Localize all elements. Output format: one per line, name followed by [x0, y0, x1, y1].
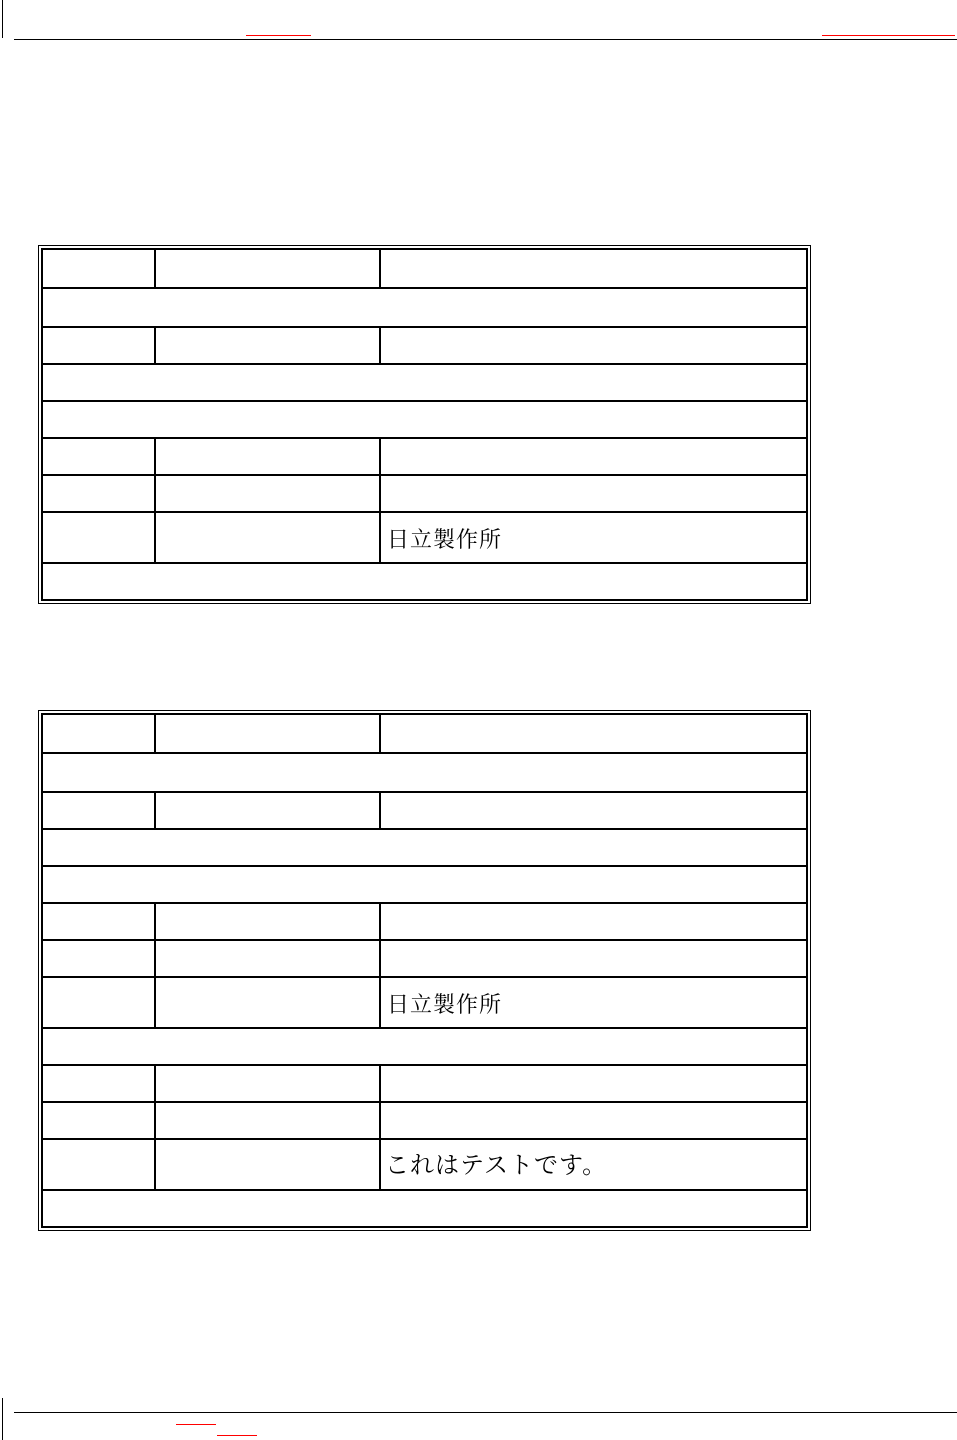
table-cell — [42, 977, 155, 1028]
table-row — [42, 1065, 807, 1102]
table-span-cell — [42, 401, 807, 438]
table-cell — [42, 940, 155, 977]
table-cell — [155, 438, 380, 475]
table-row — [42, 475, 807, 512]
table-cell — [155, 903, 380, 940]
table-row — [42, 288, 807, 327]
test-sentence-cell: これはテストです。 — [380, 1139, 807, 1190]
table-span-cell — [42, 563, 807, 600]
table-cell — [380, 792, 807, 829]
company-name-cell: 日立製作所 — [380, 512, 807, 563]
table-span-cell — [42, 288, 807, 327]
table-cell — [42, 475, 155, 512]
table-span-cell — [42, 1190, 807, 1227]
table-row — [42, 903, 807, 940]
header-link-left[interactable] — [246, 35, 311, 36]
table-cell — [380, 940, 807, 977]
table-span-cell — [42, 866, 807, 903]
data-table-1 — [38, 245, 811, 604]
table-cell — [155, 977, 380, 1028]
table-row — [42, 364, 807, 401]
table-cell — [155, 714, 380, 753]
table-cell — [380, 475, 807, 512]
table-cell — [42, 438, 155, 475]
table-cell — [380, 249, 807, 288]
table-row — [42, 940, 807, 977]
table-cell — [42, 792, 155, 829]
table-row — [42, 401, 807, 438]
table-cell — [380, 438, 807, 475]
table-row — [42, 1102, 807, 1139]
header-link-right[interactable] — [822, 35, 955, 36]
footer-link-right[interactable] — [217, 1435, 257, 1436]
table-row — [42, 1190, 807, 1227]
table-row — [42, 563, 807, 600]
table-row — [42, 327, 807, 364]
table-cell — [380, 714, 807, 753]
data-table-2 — [38, 710, 811, 1231]
table-row — [42, 829, 807, 866]
table-row — [42, 512, 807, 563]
table-row — [42, 1028, 807, 1065]
table-cell — [42, 1139, 155, 1190]
table-row — [42, 438, 807, 475]
table-row — [42, 977, 807, 1028]
left-margin-bar-top — [2, 0, 3, 38]
table-row — [42, 792, 807, 829]
left-margin-bar-bottom — [2, 1398, 3, 1440]
table-row — [42, 753, 807, 792]
table-cell — [42, 1102, 155, 1139]
table-row — [42, 714, 807, 753]
table-cell — [42, 903, 155, 940]
table-cell — [42, 714, 155, 753]
table-cell — [42, 249, 155, 288]
table-cell — [42, 1065, 155, 1102]
table-cell — [155, 1139, 380, 1190]
company-name-cell: 日立製作所 — [380, 977, 807, 1028]
table-cell — [380, 327, 807, 364]
table-row — [42, 866, 807, 903]
table-cell — [380, 1102, 807, 1139]
table-span-cell — [42, 753, 807, 792]
table-cell — [380, 903, 807, 940]
table-span-cell — [42, 1028, 807, 1065]
table-cell — [155, 249, 380, 288]
table-span-cell — [42, 364, 807, 401]
header-rule — [14, 39, 957, 40]
footer-link-left[interactable] — [176, 1424, 216, 1425]
table-cell — [42, 512, 155, 563]
table-cell — [155, 1102, 380, 1139]
table-cell — [42, 327, 155, 364]
table-cell — [155, 327, 380, 364]
table-row — [42, 1139, 807, 1190]
table-cell — [155, 512, 380, 563]
table-cell — [155, 792, 380, 829]
table-cell — [155, 1065, 380, 1102]
table-cell — [155, 475, 380, 512]
table-row — [42, 249, 807, 288]
footer-rule — [14, 1412, 957, 1413]
table-span-cell — [42, 829, 807, 866]
table-cell — [155, 940, 380, 977]
table-cell — [380, 1065, 807, 1102]
